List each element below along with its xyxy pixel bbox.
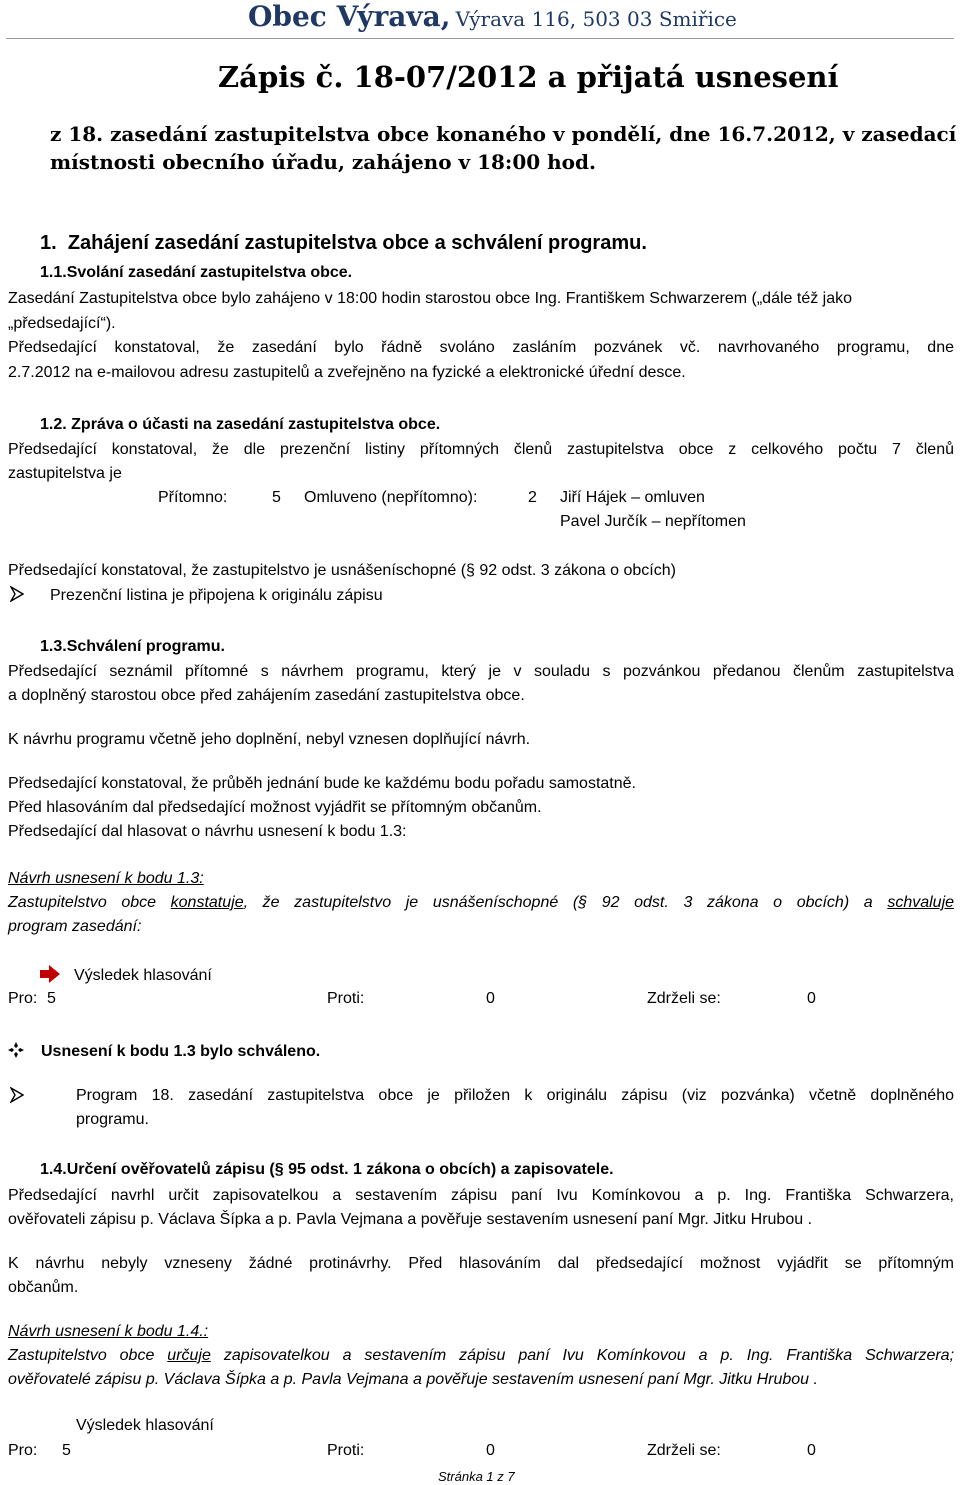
s14-proposal-heading: Návrh usnesení k bodu 1.4.: — [8, 1323, 209, 1340]
vote-pro-label: Pro: — [8, 990, 38, 1007]
excused-count: 2 — [528, 489, 537, 506]
municipality-name: Obec Výrava, — [248, 0, 451, 33]
s13-attachment-row — [8, 1087, 50, 1106]
s13-vote-heading-row — [40, 965, 212, 985]
s13-para1-line2: a doplněný starostou obce před zahájením zasedání zastupitelstva obce. — [8, 687, 525, 704]
arrowhead-bullet-icon — [10, 586, 24, 602]
s11-para2-line2: 2.7.2012 na e-mailovou adresu zastupitelů a zveřejněno na fyzické a elektronické úřední desce. — [8, 364, 686, 381]
s13-proposal-line2: program zasedání: — [8, 918, 142, 935]
s14-para1-line2: ověřovateli zápisu p. Václava Šípka a p. Pavla Vejmana a pověřuje sestavením usnesení paní Mgr. Jitku Hrubou . — [8, 1211, 813, 1228]
resolution-text: Usnesení k bodu 1.3 bylo schváleno. — [41, 1043, 321, 1060]
s13-para5: Předsedající dal hlasovat o návrhu usnesení k bodu 1.3: — [8, 823, 407, 840]
s14-proposal-line2: ověřovatelé zápisu p. Václava Šípka a p. Pavla Vejmana a pověřuje sestavením usnesení paní Mgr. Jitku Hrubou . — [8, 1371, 818, 1388]
vote-abstain-label: Zdrželi se: — [647, 990, 721, 1007]
diamond-bullet-icon — [8, 1042, 24, 1058]
s11-para1-line2: „předsedající“). — [8, 315, 116, 332]
proposal-verb: určuje — [167, 1347, 211, 1364]
s11-para1-line1: Zasedání Zastupitelstva obce bylo zahájeno v 18:00 hodin starostou obce Ing. Františkem Schwarzerem („dále též jako — [8, 290, 853, 307]
subtitle-line-1: z 18. zasedání zastupitelstva obce konaného v pondělí, dne 16.7.2012, v zasedací — [50, 122, 957, 146]
s13-proposal-line1 — [8, 894, 954, 912]
municipality-address: Výrava 116, 503 03 Smiřice — [455, 7, 737, 31]
absent-member-1: Jiří Hájek – omluven — [560, 489, 705, 506]
section-number: 1.3. — [40, 638, 67, 655]
vote-against-label: Proti: — [327, 1442, 365, 1459]
s13-attachment-line2: programu. — [76, 1111, 149, 1128]
proposal-text: , že zastupitelstvo je usnášeníschopné (§ 92 odst. 3 zákona o obcích) a — [243, 894, 888, 911]
attendance-note: Prezenční listina je připojena k originálu zápisu — [50, 587, 383, 604]
section-1-2-heading — [40, 416, 440, 434]
s13-proposal-heading: Návrh usnesení k bodu 1.3: — [8, 870, 204, 887]
vote-pro-label: Pro: — [8, 1442, 38, 1459]
s14-proposal-line1 — [8, 1347, 954, 1365]
vote-pro-count: 5 — [62, 1442, 71, 1459]
proposal-text: Zastupitelstvo obce — [8, 1347, 168, 1364]
quorum-statement: Předsedající konstatoval, že zastupitelstvo je usnášeníschopné (§ 92 odst. 3 zákona o obcích) — [8, 562, 676, 579]
proposal-text: Zastupitelstvo obce — [8, 894, 171, 911]
section-1-1-heading — [40, 264, 352, 282]
s13-para1-line1: Předsedající seznámil přítomné s návrhem programu, který je v souladu s pozvánkou předanou členům zastupitelstva — [8, 663, 954, 680]
s13-para3: Předsedající konstatoval, že průběh jednání bude ke každému bodu pořadu samostatně. — [8, 775, 636, 792]
arrowhead-bullet-icon — [10, 1087, 24, 1103]
proposal-verb: konstatuje — [170, 894, 244, 911]
vote-against-count: 0 — [486, 1442, 495, 1459]
vote-against-label: Proti: — [327, 990, 365, 1007]
s14-vote-heading: Výsledek hlasování — [76, 1417, 214, 1434]
excused-label: Omluveno (nepřítomno): — [304, 489, 478, 506]
vote-abstain-label: Zdrželi se: — [647, 1442, 721, 1459]
s12-para1-line1: Předsedající konstatoval, že dle prezenční listiny přítomných členů zastupitelstva obce z celkového počtu 7 členů — [8, 441, 954, 458]
section-number: 1.4. — [40, 1161, 67, 1178]
vote-abstain-count: 0 — [807, 1442, 816, 1459]
header-text — [248, 0, 737, 33]
section-title: Určení ověřovatelů zápisu (§ 95 odst. 1 zákona o obcích) a zapisovatele. — [66, 1161, 614, 1178]
absent-member-2: Pavel Jurčík – nepřítomen — [560, 513, 746, 530]
s12-para1-line2: zastupitelstva je — [8, 465, 122, 482]
header-divider — [6, 38, 954, 39]
section-title: Svolání zasedání zastupitelstva obce. — [66, 264, 353, 281]
subtitle-line-2: místnosti obecního úřadu, zahájeno v 18:00 hod. — [50, 150, 596, 174]
s13-para2: K návrhu programu včetně jeho doplnění, nebyl vznesen doplňující návrh. — [8, 731, 531, 748]
section-1-heading — [40, 232, 647, 255]
s14-para1-line1: Předsedající navrhl určit zapisovatelkou a sestavením zápisu paní Ivu Komínkovou a p. Ing. Františka Schwarzera, — [8, 1187, 954, 1204]
section-number: 1.1. — [40, 264, 67, 281]
section-title: Schválení programu. — [66, 638, 225, 655]
section-title: Zpráva o účasti na zasedání zastupitelstva obce. — [71, 416, 441, 433]
vote-heading: Výsledek hlasování — [74, 967, 212, 984]
proposal-verb: schvaluje — [887, 894, 955, 911]
red-arrow-icon — [40, 965, 60, 983]
section-1-3-heading — [40, 638, 225, 656]
document-title: Zápis č. 18-07/2012 a přijatá usnesení — [218, 60, 839, 94]
s13-attachment-line1: Program 18. zasedání zastupitelstva obce je přiložen k originálu zápisu (viz pozvánka) včetně doplněného — [76, 1087, 954, 1104]
s13-resolution-row — [8, 1042, 320, 1061]
page-header — [0, 0, 960, 40]
vote-pro-count: 5 — [47, 990, 56, 1007]
attendance-note-item — [8, 586, 383, 605]
s13-para4: Před hlasováním dal předsedající možnost vyjádřit se přítomným občanům. — [8, 799, 542, 816]
section-number: 1. — [40, 232, 57, 254]
present-label: Přítomno: — [158, 489, 228, 506]
s11-para2-line1: Předsedající konstatoval, že zasedání bylo řádně svoláno zasláním pozvánek vč. navrhovaného programu, dne — [8, 339, 954, 356]
section-1-4-heading — [40, 1161, 614, 1179]
vote-against-count: 0 — [486, 990, 495, 1007]
page-number: Stránka 1 z 7 — [438, 1469, 515, 1484]
s14-para2-line1: K návrhu nebyly vzneseny žádné protinávrhy. Před hlasováním dal předsedající možnost vyjádřit se přítomným — [8, 1255, 954, 1272]
vote-abstain-count: 0 — [807, 990, 816, 1007]
s14-para2-line2: občanům. — [8, 1279, 79, 1296]
present-count: 5 — [272, 489, 281, 506]
section-number: 1.2. — [40, 416, 67, 433]
section-title: Zahájení zasedání zastupitelstva obce a schválení programu. — [67, 232, 647, 254]
proposal-text: zapisovatelkou a sestavením zápisu paní Ivu Komínkovou a p. Ing. Františka Schwarzera; — [210, 1347, 955, 1364]
